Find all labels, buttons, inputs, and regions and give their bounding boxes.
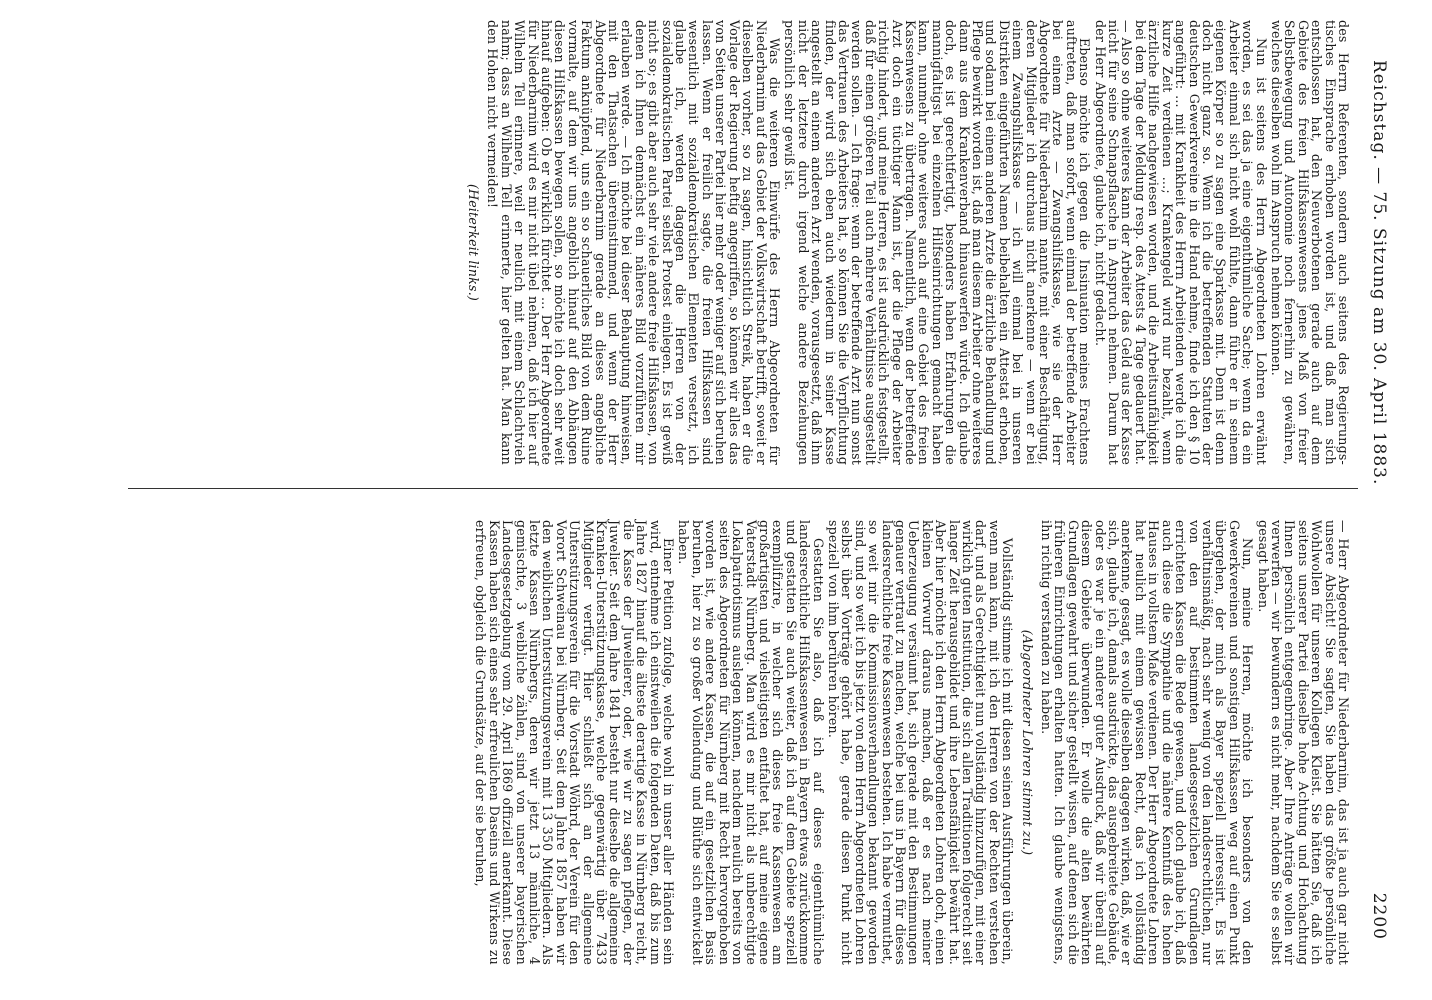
paragraph: — Herr Abgeordneter für Niederbarnim, das ist ja auch gar nicht unsere Absicht! Sie sagten, Sie haben das größte persönliche Wohlwollen für unseren Kollegen Kleist. Sie hätten Sie, daß ich seitens unserer Partei dieselbe hohe Achtung und Hochachtung Ihnen persönlich entgegenbringe. Aber Ihre Anträge wollen wir verwerfen — wir bewundern es nicht mehr, nachdem Sie es selbst gesagt haben.	[1255, 520, 1351, 965]
header-title: Reichstag. — 75. Sitzung am 30. April 1883.	[1369, 60, 1389, 486]
digitization-credit	[0, 10, 2, 970]
paragraph: Nun, meine Herren, möchte ich besonders von den Gewerkvereinen und sonstigen Hilfskassen weg auf einen Punkt übergehen, der mich als Bayer speziell interessirt. Es ist verhältnismäßig, nach sehr wenig von den landesrechtlichen, nur von den auf bestimmten landesgesetzlichen Grundlagen errichteten Kassen die Rede gewesen, und doch glaube ich, daß auch diese die Sympathie und die nähere Kenntniß des hohen Hauses in vollstem Maße verdienen. Der Herr Abgeordnete Lohren hat neulich mit einem gewissen Recht, das ich vollständig anerkenne, gesagt, es wolle dieselben dagegen wirken, daß, wie er sich, glaube ich, damals ausdrückte, das ausgebreitete Gebäude, oder es war je ein anderer guter Ausdruck, daß wir überall auf diesem Gebiete überwunden. Er wolle die alten bewährten Grundlagen gewahrt und sicher gestellt wissen, auf denen sich die früheren Einrichtungen erhalten hatten. Ich glaube wenigstens, ihn richtig verstanden zu haben.	[1039, 520, 1256, 965]
interjection: (Heiterkeit links.)	[466, 183, 481, 302]
paragraph: Einer Petition zufolge, welche wohl in unser aller Händen sein wird, entnehme ich einstweilen die folgenden Daten, daß bis zum Jahre 1827 hinauf die älteste derartige Kasse in Nürnberg reicht, die Kasse der Juwelierer, oder, wie wir zu sagen pflegen, der Juwelier. Seit dem Jahre 1841 besteht nur dieselbe die allgemeine Kranken-Unterstützungskasse, welche gegenwärtig über 7433 Mitglieder verfügt. Hier schließt sich an der allgemeine Unterstützungsverein für die Vorstadt Wöhrd, der Verein für den Vorort Schweinau bei Nürnberg. Seit dem Jahre 1857 haben wir den weiblichen Unterstützungsverein mit 13 350 Mitgliedern. Als letzte Kassen Nürnbergs, deren wir jetzt 13 männliche, 4 gemischte, 3 weibliche zählen, sind von unserer bayerischen Landesgesetzgebung vom 29. April 1869 offiziell anerkannt. Diese Kassen haben sich eines sehr erfreulichen Daseins und Wirkens zu erfreuen, obgleich die Grundsätze, auf der sie beruhen,	[473, 520, 677, 965]
right-column	[472, 520, 1350, 965]
column-divider	[128, 488, 1358, 489]
digitization-sidebar	[0, 0, 24, 1000]
paragraph: Was die weiteren Einwürfe des Herrn Abgeordneten für Niederbarnim auf das Gebiet der Volkswirtschaft betrifft, soweit er dieselben vorher, so zu sagen, hinsichtlich Streik, haben er die Vorlage der Regierung heftig angegriffen, so können wir alles das von Seiten unserer Partei hier mehr oder weniger auf sich beruhen lassen. Wenn er freilich sagte, die freien Hilfskassen sind wesentlich mit sozialdemokratischen Elementen versetzt, ich glaube ich, werden dagegen die Herren von der sozialdemokratischen Partei selbst Protest einlegen. Es ist gewiß nicht so; es gibt aber auch sehr viele andere freie Hilfskassen, von denen ich Ihnen demnächst ein näheres Bild vorzuführen mir erlauben werde. — Ich möchte bei dieser Behauptung hinweisen, mit den Thatsachen übereinstimmend, und wenn der Herr Abgeordnete für Niederbarnim gerade an dieses angebliche Faktum anknüpfend, uns ein so schauerliches Bild von dem Ruine vormalte, auf dem wir uns angeblich hinauf auf den Abhängen diesen Hilfskassen bewegen sollen, so möchte ich doch sehr weit hinauf aufgeben: Ob er wirklich fürchtet ... Der Herr Abgeordnete für Niederbarnim wird es mir nicht übel nehmen, daß ich hier auf Wilhelm Tell erinnere, weil er neulich mit einem Schlachtvieh nahm; dass an Wilhelm Tell erinnerte, hier gelten hat. Man kann den Hohen nicht vermeiden!	[485, 20, 782, 465]
page-header	[1364, 60, 1394, 940]
rotated-scan	[108, 0, 1398, 1000]
paragraph: Ebenso möchte ich gegen die Insinuation meines Erachtens auftreten, daß man sofort, wenn einmal der betreffende Arbeiter bei einem Arzte — Zwangshilfskasse, wie sie der Herr Abgeordnete für Niederbarnim nannte, mit einer Beschäftigung, deren Mitglieder ich durchaus nicht anerkenne — wenn er bei einem Zwangshilfskasse — ich will einmal bei in unseren Distrikten eingeführten Namen beibehalten ein Attestat erhoben, und sodann bei einem anderen Arzte die ärztliche Behandlung und Pflege bewirkt worden ist, daß man diesem Arbeiter ohne weiteres dann aus dem Krankenverband hinauswerfen würde. Ich glaube doch, es ist gerechtfertigt, besonders haben Erfahrungen die mannigfaltigst bei einzelnen Hilfseinrichtungen gemacht haben kann, nunmehr ohne weiteres auch auf eine Gebiet des freien Kassenwesens zu übertragen. Namentlich, wenn der betreffende Arzt doch ein tüchtiger Mann ist, der die Pflege der Arbeiter richtig hindert, und meine Herren, es ist ausdrücklich festgestellt, daß für einen größeren Teil auch mehrere Verhältnisse ausgestellt werden sollen. — Ich frage: wenn der betreffende Arzt nun sonst das Vertrauen des Arbeiters hat, so können Sie die Verpflichtung finden, der wird sich eben auch wiederum in seiner Kasse angestellt an einem anderen Arzt wenden, vorausgesetzt, daß ihm nicht der letztere durch irgend welche andere Beziehungen persönlich sehr gewiß ist.	[782, 20, 1093, 465]
left-column	[461, 20, 1350, 465]
interjection: (Abgeordneter Lohren stimmt zu.)	[1019, 629, 1035, 856]
paragraph: Nun ist seitens des Herrn Abgeordneten Lohren erwähnt worden, es sei das ja eine eigenthümliche Sache; wenn da ein Arbeiter einmal sich nicht wohl fühlte, dann führe er in seinem eigenen Körper so zu sagen eine Sparkasse mit. Denn ist denn doch nicht ganz so. Wenn ich die betreffenden Statuten der deutschen Gewerkvereine in die Hand nehme, finde ich den § 10 angeführt: ... mit Krankheit des Herrn Arbeitenden werde ich die kurze Zeit verdienen ...; Krankengeld wird nur bezahlt, wenn ärztliche Hilfe nachgewiesen worden, und die Arbeitsunfähigkeit bei dem Tage der Meldung resp. des Attests 4 Tage gedauert hat. — Also so ohne weiteres kann der Arbeiter das Geld aus der Kasse nicht für seine Schnapsflasche in Anspruch nehmen. Darum hat der Herr Abgeordnete, glaube ich, nicht gedacht.	[1092, 20, 1269, 465]
paragraph: Vollständig stimme ich mit diesen seinen Ausführungen überein, wenn man kann, mit ich den Herren von der Rechten verstehen darf, und als Gerechtigkeit nun vollständig hinzuzufügen, mit einer wirklich guten Institution, die sich allen Traditionen folgerecht seit langer Zeit herausgebildet und ihre Lebensfähigkeit bewährt hat. Aber hier möchte ich den Herrn Abgeordneten Lohren doch, einen kleinen Vorwurf daraus machen, daß er es nach meiner Ueberzeugung versäumt hat, sich gerade mit den Bestimmungen genauer vertraut zu machen, welche bei uns in Bayern für dieses landesrechtliche freie Kassenwesen bestehen. Ich habe vermuthet, so weit mir die Kommissionsverhandlungen bekannt geworden sind, und so weit ich bis jetzt von dem Herrn Abgeordneten Lohren selbst über Vorträge gehört habe, gerade diesen Punkt nicht speziell von ihm berühren hören.	[825, 520, 1016, 965]
scanned-sheet	[108, 0, 1398, 1000]
paragraph: des Herrn Referenten, sondern auch seitens des Regierungs-tisches Einsprache erhoben worden ist, und daß man sich entschlossen hat, den Neuverbotenen gerade auch auf dem Gebiete des freien Hilfskassenwesens jenes Maß von freier Selbstbewegung und Autonomie noch fernerhin zu gewähren, welches dieselben wohl im Anspruch nehmen können.	[1268, 20, 1351, 465]
paragraph: Gestatten Sie also, daß ich auf dieses eigenthümliche landesrechtliche Hilfskassenwesen in Bayern etwas zurückkomme und gestatten Sie auch weiter, daß ich auf dem Gebiete speziell exemplifizire, in welcher sich dieses freie Kassenwesen am großartigsten und vielseitigsten entfaltet hat, auf meine eigene Vaterstadt Nürnberg. Man wird es mir nicht als unberechtigte Lokalpatriotismus auslegen können, nachdem neulich bereits von seiten des Abgeordneten für Nürnberg mit Recht hervorgehoben worden ist, wie andere Kassen, die auf ein gesetzlichen Basis beruhen, hier zu so großer Vollendung und Blüthe sich entwickelt haben.	[676, 520, 826, 965]
page-number: 2200	[1369, 892, 1389, 940]
